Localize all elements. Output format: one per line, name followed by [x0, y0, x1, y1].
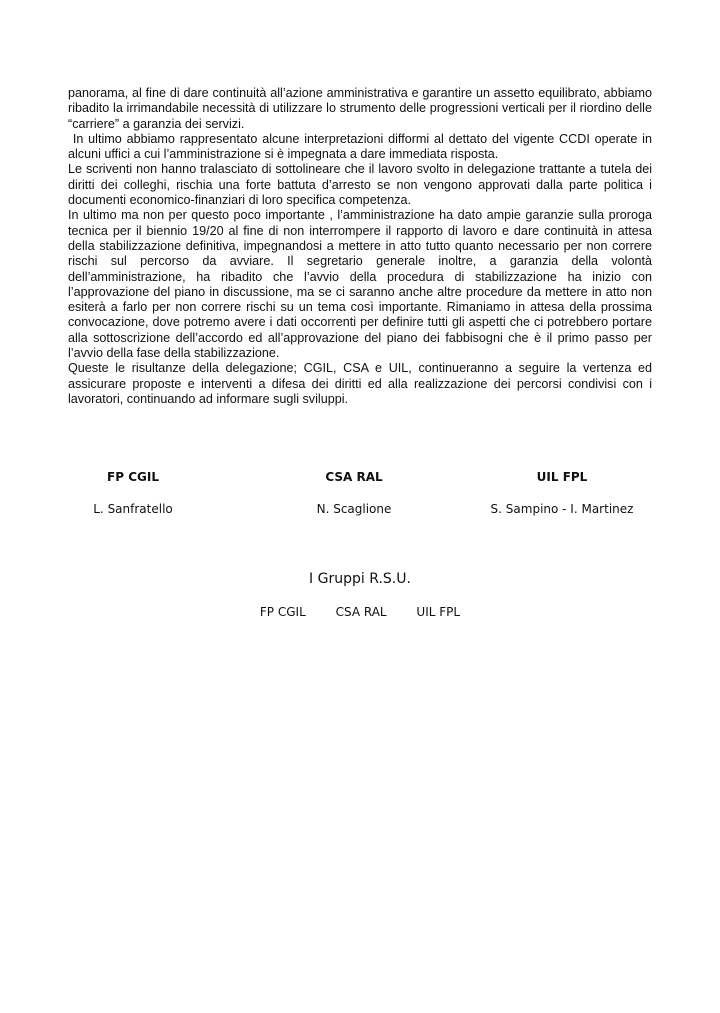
signature-names-fp-cgil: L. Sanfratello	[93, 502, 173, 516]
signature-org-fp-cgil: FP CGIL	[107, 470, 159, 484]
rsu-title: I Gruppi R.S.U.	[309, 571, 411, 587]
signature-org-uil-fpl: UIL FPL	[536, 470, 588, 484]
rsu-group-uil-fpl: UIL FPL	[416, 605, 461, 619]
paragraph-3: Le scriventi non hanno tralasciato di sottolineare che il lavoro svolto in delegazione trattante a tutela dei diritti dei colleghi, rischia una forte battuta d’arresto se non vengono approvati dalla parte politica i documenti economico-finanziari di loro specifica competenza.	[68, 162, 652, 208]
paragraph-4: In ultimo ma non per questo poco importante , l’amministrazione ha dato ampie garanzie sulla proroga tecnica per il biennio 19/20 al fine di non interrompere il rapporto di lavoro e dare continuità in attesa della stabilizzazione definitiva, impegnandosi a mettere in atto tutto quanto necessario per non correre rischi sul percorso da avviare. Il segretario generale inoltre, a garanzia della volontà dell’amministrazione, ha ribadito che l’avvio della procedura di stabilizzazione ha inizio con l’approvazione del piano in discussione, ma se ci saranno anche altre procedure da mettere in atto non esiterà a farlo per non correre rischi su un tema così importante. Rimaniamo in attesa della prossima convocazione, dove potremo avere i dati occorrenti per definire tutti gli aspetti che ci potrebbero portare alla sottoscrizione dell’accordo ed all’approvazione del piano dei fabbisogni che è il primo passo per l’avvio della fase della stabilizzazione.	[68, 208, 652, 361]
signature-names-csa-ral: N. Scaglione	[316, 502, 392, 516]
document-body	[68, 86, 656, 407]
rsu-group-fp-cgil: FP CGIL	[259, 605, 306, 619]
paragraph-2: In ultimo abbiamo rappresentato alcune interpretazioni difformi al dettato del vigente CCDI operate in alcuni uffici a cui l’amministrazione si è impegnata a dare immediata risposta.	[68, 131, 656, 162]
paragraph-1: panorama, al fine di dare continuità all’azione amministrativa e garantire un assetto equilibrato, abbiamo ribadito la irrimandabile necessità di utilizzare lo strumento delle progressioni verticali per il riordino delle “carriere” a garanzia dei servizi.	[68, 86, 652, 131]
rsu-groups	[0, 605, 720, 619]
signature-org-csa-ral: CSA RAL	[325, 470, 383, 484]
signature-names-uil-fpl: S. Sampino - I. Martinez	[490, 502, 634, 516]
rsu-group-csa-ral: CSA RAL	[335, 605, 387, 619]
paragraph-5: Queste le risultanze della delegazione; CGIL, CSA e UIL, continueranno a seguire la vertenza ed assicurare proposte e interventi a difesa dei diritti ed alla realizzazione dei percorsi condivisi con i lavoratori, continuando ad informare sugli sviluppi.	[68, 361, 652, 406]
